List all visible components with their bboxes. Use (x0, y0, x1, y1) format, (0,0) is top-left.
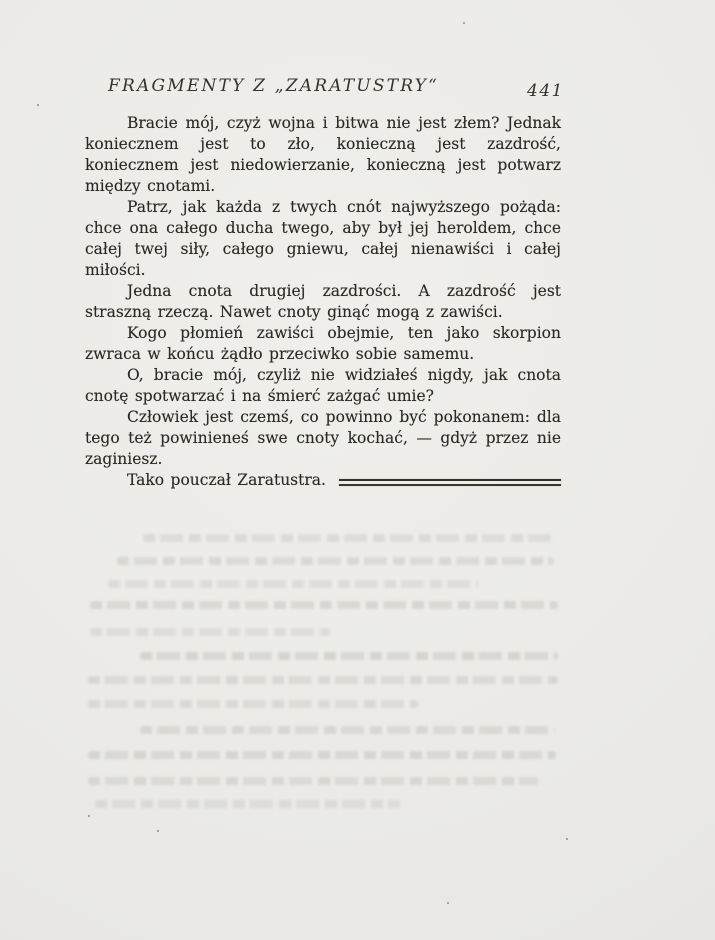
bleedthrough-line (117, 557, 554, 565)
paragraph-3: Jedna cnota drugiej zazdrości. A zazdrość jest straszną rzeczą. Nawet cnoty ginąć mogą z zawiści. (85, 282, 561, 321)
paragraph-4: Kogo płomień zawiści obejmie, ten jako skorpion zwraca w końcu żądło przeciwko sobie samemu. (85, 324, 561, 363)
bleedthrough-line (140, 652, 558, 660)
paragraph-6: Człowiek jest czemś, co powinno być pokonanem: dla tego też powinieneś swe cnoty kochać, — gdyż przez nie zaginiesz. (85, 408, 561, 468)
body-text (85, 113, 561, 491)
closing-text: Tako pouczał Zaratustra. (127, 471, 326, 489)
bleedthrough-line (143, 534, 551, 542)
dust-speck (88, 815, 90, 817)
bleedthrough-line (88, 777, 538, 785)
running-header-title: FRAGMENTY Z „ZARATUSTRY“ (108, 76, 440, 96)
paragraph-5: O, bracie mój, czyliż nie widziałeś nigdy, jak cnota cnotę spotwarzać i na śmierć zażgać umie? (85, 366, 561, 405)
bleedthrough-line (108, 580, 478, 588)
end-of-section-rule (339, 479, 561, 486)
closing-line (85, 470, 561, 491)
bleedthrough-line (88, 700, 418, 708)
dust-speck (463, 22, 465, 24)
bleedthrough-line (140, 726, 555, 734)
paragraph-1: Bracie mój, czyż wojna i bitwa nie jest złem? Jednak koniecznem jest to zło, konieczną jest zazdrość, koniecznem jest niedowierzanie, konieczną jest potwarz między cnotami. (85, 114, 561, 195)
page-number: 441 (527, 81, 564, 101)
dust-speck (566, 838, 568, 840)
dust-speck (37, 104, 39, 106)
dust-speck (157, 830, 159, 832)
bleedthrough-line (88, 751, 556, 759)
paragraph-2: Patrz, jak każda z twych cnót najwyższego pożąda: chce ona całego ducha twego, aby był jej heroldem, chce całej twej siły, całego gniewu, całej nienawiści i całej miłości. (85, 198, 561, 279)
bleedthrough-line (95, 800, 400, 808)
bleedthrough-line (90, 601, 558, 609)
dust-speck (447, 902, 449, 904)
bleedthrough-line (88, 676, 558, 684)
bleedthrough-line (90, 628, 330, 636)
